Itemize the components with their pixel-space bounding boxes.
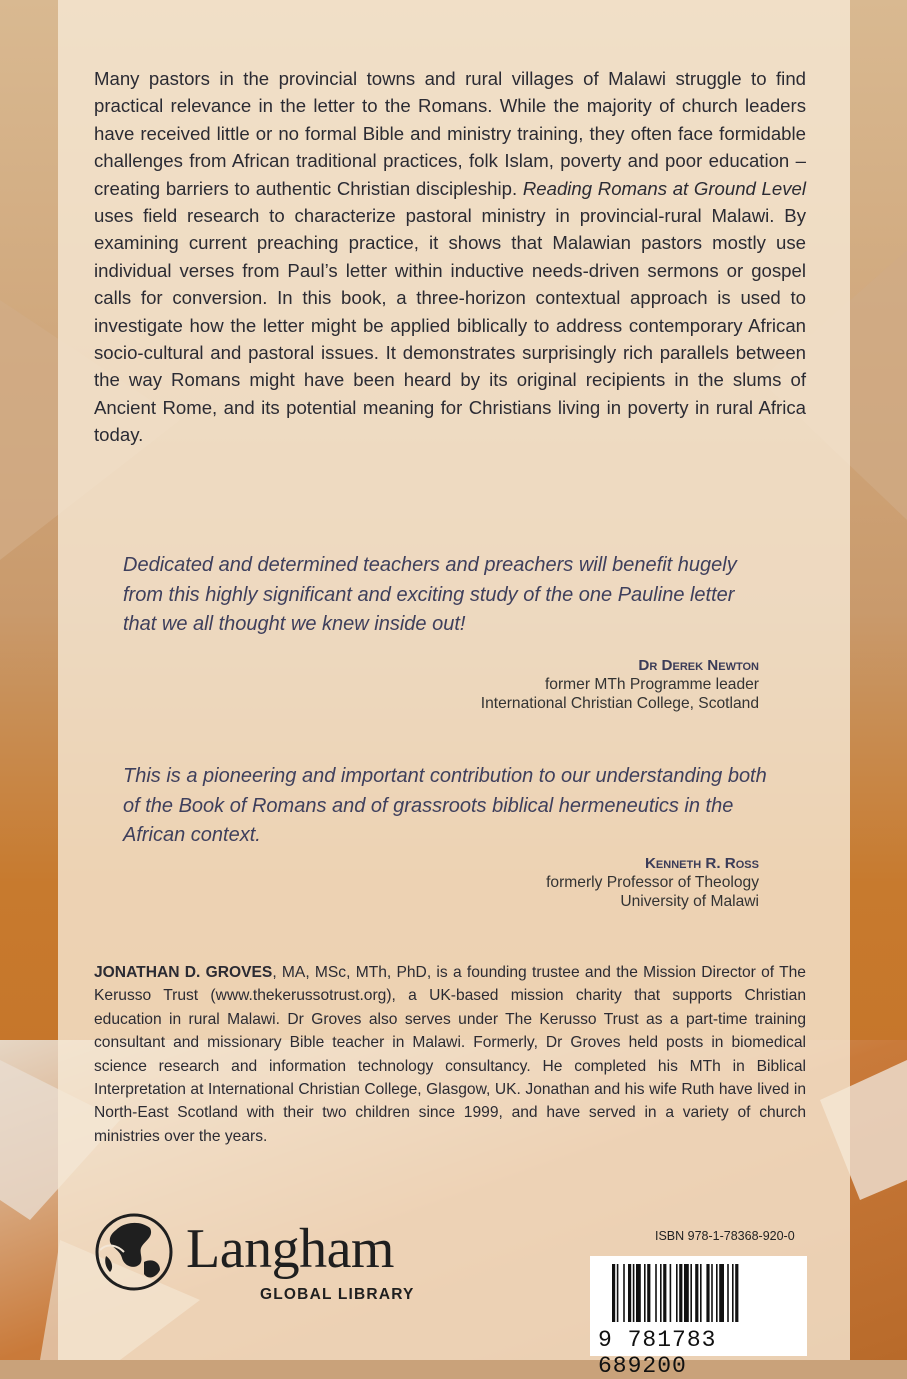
barcode-bar <box>644 1264 646 1322</box>
isbn-label: ISBN 978-1-78368-920-0 <box>655 1229 795 1243</box>
endorsement-quote-1: Dedicated and determined teachers and preachers will benefit hugely from this highly significant and exciting study of the one Pauline letter that we all thought we knew inside out! <box>123 554 737 635</box>
barcode-bar <box>732 1264 734 1322</box>
endorser-role-1: former MTh Programme leader <box>544 676 759 693</box>
barcode-bar <box>690 1264 692 1322</box>
barcode-bar <box>617 1264 619 1322</box>
barcode-bar <box>719 1264 724 1322</box>
barcode-bar <box>679 1264 682 1322</box>
barcode-bar <box>663 1264 666 1322</box>
endorser-name-1: Dr Derek Newton <box>638 657 759 674</box>
author-bio: JONATHAN D. GROVES, MA, MSc, MTh, PhD, is a founding trustee and the Mission Director of The Kerusso Trust (www.thekerussotrust.org), a UK-based mission charity that supports Christian education in rural Malawi. Dr Groves also serves under The Kerusso Trust as a part-time training consultant and missionary Bible teacher in Malawi. Formerly, Dr Groves held posts in biomedical science research and information technology consultancy. He completed his MTh in Biblical Interpretation at International Christian College, Glasgow, UK. Jonathan and his wife Ruth have lived in North-East Scotland with their two children since 1999, and have served in a variety of church ministries over the years. <box>94 964 806 1145</box>
endorsement-attribution-2 <box>546 854 759 911</box>
barcode-bar <box>660 1264 662 1322</box>
publisher-imprint: GLOBAL LIBRARY <box>260 1286 415 1303</box>
barcode-bar <box>706 1264 709 1322</box>
barcode-bar <box>647 1264 650 1322</box>
endorser-name-2: Kenneth R. Ross <box>644 855 759 872</box>
barcode-bar <box>628 1264 631 1322</box>
publisher-name: Langham <box>186 1218 394 1280</box>
barcode-bar <box>676 1264 678 1322</box>
endorser-institution-2: University of Malawi <box>620 893 759 910</box>
endorsement-attribution-1 <box>481 656 759 713</box>
barcode-bar <box>735 1264 738 1322</box>
book-title-italic: Reading Romans at Ground Level <box>522 177 807 199</box>
barcode-bar <box>670 1264 672 1322</box>
barcode-bar <box>612 1264 615 1322</box>
barcode-bar <box>636 1264 641 1322</box>
barcode-bar <box>623 1264 625 1322</box>
barcode-bar <box>716 1264 718 1322</box>
barcode-bar <box>633 1264 635 1322</box>
book-blurb: Many pastors in the provincial towns and rural villages of Malawi struggle to find practical relevance in the letter to the Romans. While the majority of church leaders have received little or no formal Bible and ministry training, they often face formidable challenges from African traditional practices, folk Islam, poverty and poor education – creating barriers to authentic Christian discipleship. Reading Romans at Ground Level uses field research to characterize pastoral ministry in provincial-rural Malawi. By examining current preaching practice, it shows that Malawian pastors mostly use individual verses from Paul’s letter within inductive needs-driven sermons or gospel calls for conversion. In this book, a three-horizon contextual approach is used to investigate how the letter might be applied biblically to address contemporary African socio-cultural and pastoral issues. It demonstrates surprisingly rich parallels between the way Romans might have been heard by its original recipients in the slums of Ancient Rome, and its potential meaning for Christians living in poverty in rural Africa today. <box>94 68 807 446</box>
endorser-role-2: formerly Professor of Theology <box>546 874 759 891</box>
globe-logo-icon <box>94 1212 174 1292</box>
barcode-bar <box>727 1264 729 1322</box>
barcode-bar <box>684 1264 689 1322</box>
endorser-institution-1: International Christian College, Scotland <box>480 695 759 712</box>
barcode-bar <box>711 1264 713 1322</box>
author-name: JONATHAN D. GROVES <box>94 964 273 981</box>
barcode-bar <box>695 1264 698 1322</box>
barcode-bar <box>700 1264 702 1322</box>
endorsement-quote-2: This is a pioneering and important contribution to our understanding both of the Book of Romans and of grassroots biblical hermeneutics in the African context. <box>123 765 767 846</box>
barcode-bar <box>655 1264 657 1322</box>
barcode-digits: 9 781783 689200 <box>598 1327 717 1379</box>
